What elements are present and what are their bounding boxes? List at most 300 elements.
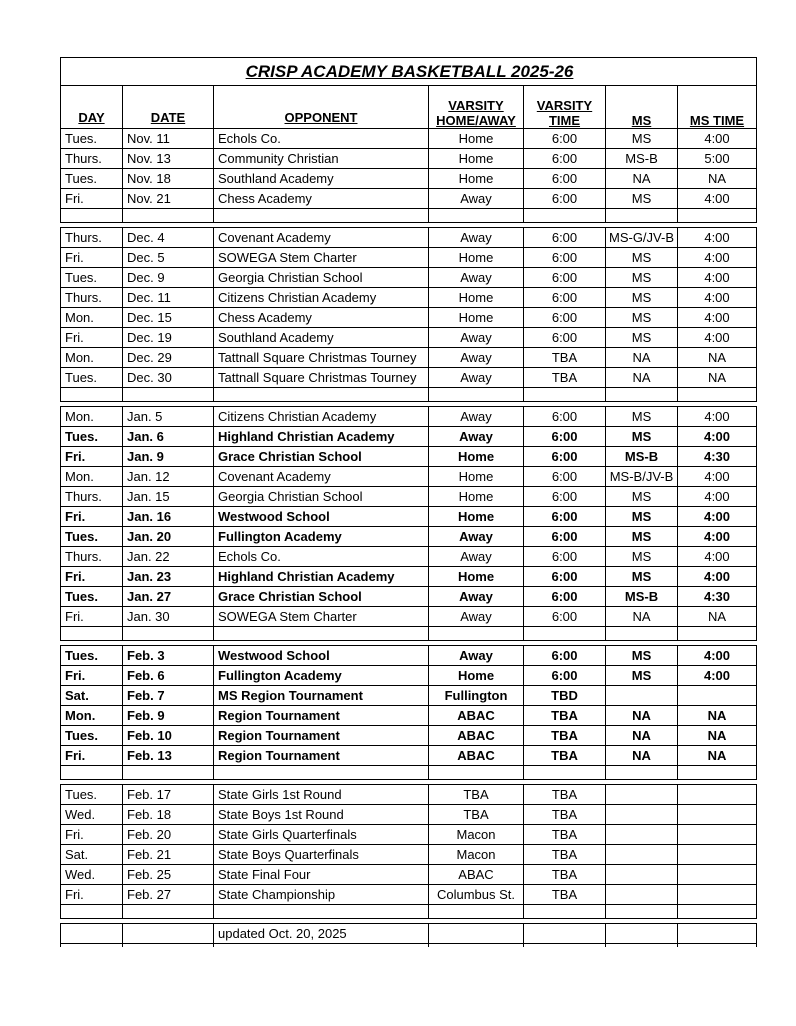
cell-home-away: Macon — [429, 825, 524, 845]
game-row — [61, 129, 757, 149]
cell-varsity-time: 6:00 — [524, 288, 606, 308]
page-title: CRISP ACADEMY BASKETBALL 2025-26 — [61, 58, 757, 86]
cell-day: Fri. — [61, 746, 123, 766]
game-row — [61, 268, 757, 288]
game-row — [61, 328, 757, 348]
cell-date: Jan. 6 — [123, 427, 214, 447]
cell-ms: NA — [606, 607, 678, 627]
cell-ms-time: 4:00 — [678, 666, 757, 686]
cell-opponent: Citizens Christian Academy — [214, 288, 429, 308]
cell-day: Tues. — [61, 169, 123, 189]
col-header-varsity-time: VARSITY TIME — [524, 86, 606, 129]
cell-ms-time: 4:00 — [678, 407, 757, 427]
cell-ms-time: 4:00 — [678, 527, 757, 547]
cell-date: Feb. 7 — [123, 686, 214, 706]
cell-ms-time: 4:00 — [678, 248, 757, 268]
cell-varsity-time: TBA — [524, 726, 606, 746]
cell-day: Tues. — [61, 368, 123, 388]
cell-ms: MS — [606, 547, 678, 567]
cell-ms-time: NA — [678, 726, 757, 746]
cell-date: Feb. 6 — [123, 666, 214, 686]
cell-day: Thurs. — [61, 228, 123, 248]
cell-opponent: Covenant Academy — [214, 228, 429, 248]
cell-opponent: State Girls Quarterfinals — [214, 825, 429, 845]
cell-day: Fri. — [61, 447, 123, 467]
game-row — [61, 447, 757, 467]
cell-date: Feb. 20 — [123, 825, 214, 845]
cell-day: Mon. — [61, 706, 123, 726]
cell-varsity-time: 6:00 — [524, 547, 606, 567]
cell-ms: NA — [606, 746, 678, 766]
cell-ms-time: 4:00 — [678, 427, 757, 447]
cell-day: Fri. — [61, 607, 123, 627]
cell-ms-time — [678, 865, 757, 885]
cell-opponent: Southland Academy — [214, 169, 429, 189]
cell-date: Jan. 20 — [123, 527, 214, 547]
cell-ms-time — [678, 845, 757, 865]
cell-ms-time: NA — [678, 607, 757, 627]
cell-ms: MS — [606, 189, 678, 209]
cell-opponent: State Boys 1st Round — [214, 805, 429, 825]
col-header-ms-time: MS TIME — [678, 86, 757, 129]
cell-opponent: SOWEGA Stem Charter — [214, 607, 429, 627]
cell-opponent: Grace Christian School — [214, 587, 429, 607]
cell-varsity-time: TBA — [524, 348, 606, 368]
game-row — [61, 308, 757, 328]
cell-ms-time — [678, 805, 757, 825]
cell-ms — [606, 885, 678, 905]
cell-varsity-time: TBA — [524, 845, 606, 865]
game-row — [61, 825, 757, 845]
cell-ms: MS — [606, 507, 678, 527]
cell-varsity-time: 6:00 — [524, 129, 606, 149]
cell-day: Sat. — [61, 686, 123, 706]
cell-varsity-time: 6:00 — [524, 527, 606, 547]
cell-day: Tues. — [61, 129, 123, 149]
cell-home-away: TBA — [429, 805, 524, 825]
cell-home-away: Away — [429, 427, 524, 447]
cell-opponent: State Girls 1st Round — [214, 785, 429, 805]
cell-ms-time — [678, 885, 757, 905]
cell-ms — [606, 686, 678, 706]
cell-home-away: Home — [429, 149, 524, 169]
cell-date: Jan. 9 — [123, 447, 214, 467]
spacer-row — [61, 209, 757, 223]
col-header-opponent: OPPONENT — [214, 86, 429, 129]
cell-date: Nov. 21 — [123, 189, 214, 209]
schedule-sheet — [60, 57, 756, 951]
cell-date: Jan. 5 — [123, 407, 214, 427]
cell-ms: NA — [606, 368, 678, 388]
cell-date: Jan. 27 — [123, 587, 214, 607]
cell-varsity-time: 6:00 — [524, 487, 606, 507]
cell-varsity-time: TBA — [524, 785, 606, 805]
title-row — [61, 58, 757, 86]
schedule-table-february — [60, 645, 757, 780]
cell-varsity-time: TBA — [524, 805, 606, 825]
cell-day: Tues. — [61, 427, 123, 447]
cell-varsity-time: 6:00 — [524, 407, 606, 427]
cell-ms-time: NA — [678, 348, 757, 368]
cell-opponent: State Championship — [214, 885, 429, 905]
cell-ms: MS — [606, 487, 678, 507]
cell-home-away: Home — [429, 487, 524, 507]
cell-opponent: Fullington Academy — [214, 666, 429, 686]
cell-ms: MS — [606, 646, 678, 666]
cell-opponent: Georgia Christian School — [214, 268, 429, 288]
cell-date: Dec. 30 — [123, 368, 214, 388]
cell-day: Fri. — [61, 666, 123, 686]
col-header-varsity-home-away: VARSITY HOME/AWAY — [429, 86, 524, 129]
cell-ms-time: 4:00 — [678, 189, 757, 209]
cell-ms — [606, 805, 678, 825]
cell-home-away: Away — [429, 607, 524, 627]
cell-varsity-time: 6:00 — [524, 587, 606, 607]
cell-opponent: State Boys Quarterfinals — [214, 845, 429, 865]
cell-ms: MS — [606, 328, 678, 348]
cell-opponent: Region Tournament — [214, 706, 429, 726]
game-row — [61, 149, 757, 169]
cell-day: Tues. — [61, 726, 123, 746]
schedule-table-state-playoffs — [60, 784, 757, 919]
cell-opponent: Highland Christian Academy — [214, 427, 429, 447]
cell-varsity-time: TBD — [524, 686, 606, 706]
cell-home-away: ABAC — [429, 865, 524, 885]
cell-varsity-time: 6:00 — [524, 447, 606, 467]
cell-date: Dec. 29 — [123, 348, 214, 368]
cell-ms: MS — [606, 666, 678, 686]
cell-ms: MS-G/JV-B — [606, 228, 678, 248]
cell-opponent: Echols Co. — [214, 129, 429, 149]
cell-opponent: Fullington Academy — [214, 527, 429, 547]
cell-ms-time: 4:30 — [678, 587, 757, 607]
cell-ms-time: 4:00 — [678, 567, 757, 587]
cell-home-away: TBA — [429, 785, 524, 805]
cell-home-away: ABAC — [429, 706, 524, 726]
game-row — [61, 726, 757, 746]
cell-home-away: Home — [429, 447, 524, 467]
cell-ms-time: NA — [678, 706, 757, 726]
cell-opponent: Southland Academy — [214, 328, 429, 348]
cell-varsity-time: 6:00 — [524, 149, 606, 169]
cell-opponent: Community Christian — [214, 149, 429, 169]
cell-day: Mon. — [61, 348, 123, 368]
cell-ms-time — [678, 686, 757, 706]
cell-varsity-time: 6:00 — [524, 268, 606, 288]
cell-ms-time: 4:00 — [678, 268, 757, 288]
cell-opponent: Region Tournament — [214, 726, 429, 746]
cell-ms — [606, 825, 678, 845]
cell-varsity-time: TBA — [524, 746, 606, 766]
cell-home-away: Away — [429, 328, 524, 348]
cell-day: Sat. — [61, 845, 123, 865]
cell-home-away: Home — [429, 129, 524, 149]
cell-varsity-time: TBA — [524, 865, 606, 885]
cell-ms — [606, 845, 678, 865]
game-row — [61, 547, 757, 567]
cell-ms: MS-B — [606, 149, 678, 169]
cell-date: Feb. 25 — [123, 865, 214, 885]
cell-varsity-time: 6:00 — [524, 666, 606, 686]
cell-date: Dec. 11 — [123, 288, 214, 308]
cell-opponent: updated Oct. 20, 2025 — [214, 924, 429, 944]
game-row — [61, 785, 757, 805]
cell-varsity-time: 6:00 — [524, 248, 606, 268]
cell-ms-time: 4:00 — [678, 288, 757, 308]
cell-varsity-time — [524, 924, 606, 944]
cell-ms: MS — [606, 248, 678, 268]
cell-ms: MS — [606, 407, 678, 427]
cell-varsity-time: 6:00 — [524, 169, 606, 189]
cell-ms — [606, 924, 678, 944]
cell-home-away: ABAC — [429, 726, 524, 746]
cell-day: Thurs. — [61, 547, 123, 567]
cell-ms — [606, 865, 678, 885]
game-row — [61, 507, 757, 527]
cell-day: Tues. — [61, 785, 123, 805]
cell-home-away: Away — [429, 587, 524, 607]
cell-varsity-time: 6:00 — [524, 427, 606, 447]
game-row — [61, 885, 757, 905]
game-row — [61, 368, 757, 388]
cell-ms-time: 4:00 — [678, 487, 757, 507]
cell-ms: MS — [606, 527, 678, 547]
cell-ms: MS — [606, 308, 678, 328]
game-row — [61, 228, 757, 248]
cell-ms-time: 4:00 — [678, 507, 757, 527]
cell-home-away: Home — [429, 169, 524, 189]
game-row — [61, 467, 757, 487]
game-row — [61, 646, 757, 666]
cell-home-away: Away — [429, 189, 524, 209]
spacer-row — [61, 766, 757, 780]
cell-date: Nov. 18 — [123, 169, 214, 189]
cell-date: Jan. 22 — [123, 547, 214, 567]
cell-ms-time: 5:00 — [678, 149, 757, 169]
cell-day: Tues. — [61, 587, 123, 607]
cell-opponent: Grace Christian School — [214, 447, 429, 467]
game-row — [61, 189, 757, 209]
cell-day: Tues. — [61, 268, 123, 288]
cell-home-away: Away — [429, 407, 524, 427]
spacer-row — [61, 388, 757, 402]
game-row — [61, 527, 757, 547]
cell-day: Wed. — [61, 865, 123, 885]
cell-varsity-time: TBA — [524, 885, 606, 905]
cell-date: Jan. 30 — [123, 607, 214, 627]
cell-date: Nov. 11 — [123, 129, 214, 149]
cell-home-away: Home — [429, 666, 524, 686]
schedule-table-footer — [60, 923, 757, 947]
col-header-day: DAY — [61, 86, 123, 129]
cell-ms: MS — [606, 268, 678, 288]
cell-opponent: Region Tournament — [214, 746, 429, 766]
cell-day: Thurs. — [61, 288, 123, 308]
cell-home-away: Home — [429, 248, 524, 268]
cell-varsity-time: 6:00 — [524, 646, 606, 666]
cell-day: Thurs. — [61, 149, 123, 169]
cell-opponent: Covenant Academy — [214, 467, 429, 487]
cell-day: Mon. — [61, 308, 123, 328]
game-row — [61, 169, 757, 189]
cell-ms: NA — [606, 726, 678, 746]
cell-ms-time: 4:00 — [678, 228, 757, 248]
cell-opponent: State Final Four — [214, 865, 429, 885]
cell-home-away: Fullington — [429, 686, 524, 706]
cell-opponent: MS Region Tournament — [214, 686, 429, 706]
game-row — [61, 924, 757, 944]
cell-opponent: Tattnall Square Christmas Tourney — [214, 368, 429, 388]
cell-opponent: Echols Co. — [214, 547, 429, 567]
cell-ms-time: 4:00 — [678, 646, 757, 666]
spacer-row — [61, 905, 757, 919]
cell-opponent: Highland Christian Academy — [214, 567, 429, 587]
col-header-ms: MS — [606, 86, 678, 129]
cell-date: Jan. 23 — [123, 567, 214, 587]
cell-opponent: Georgia Christian School — [214, 487, 429, 507]
schedule-blocks — [60, 227, 756, 947]
cell-day: Wed. — [61, 805, 123, 825]
cell-day: Tues. — [61, 527, 123, 547]
cell-varsity-time: 6:00 — [524, 467, 606, 487]
cell-ms-time: 4:00 — [678, 328, 757, 348]
cell-home-away: Macon — [429, 845, 524, 865]
cell-day: Fri. — [61, 328, 123, 348]
cell-date: Jan. 12 — [123, 467, 214, 487]
cell-date: Dec. 19 — [123, 328, 214, 348]
cell-date: Dec. 4 — [123, 228, 214, 248]
game-row — [61, 746, 757, 766]
cell-date: Nov. 13 — [123, 149, 214, 169]
cell-opponent: Westwood School — [214, 646, 429, 666]
cell-ms-time: NA — [678, 368, 757, 388]
game-row — [61, 607, 757, 627]
cell-opponent: Tattnall Square Christmas Tourney — [214, 348, 429, 368]
cell-home-away: Home — [429, 288, 524, 308]
cell-date: Feb. 13 — [123, 746, 214, 766]
cell-home-away: Home — [429, 308, 524, 328]
cell-day: Fri. — [61, 885, 123, 905]
schedule-table-january — [60, 406, 757, 641]
game-row — [61, 248, 757, 268]
cell-varsity-time: 6:00 — [524, 228, 606, 248]
cell-day: Tues. — [61, 646, 123, 666]
cell-ms — [606, 785, 678, 805]
cell-ms: MS — [606, 567, 678, 587]
cell-varsity-time: 6:00 — [524, 189, 606, 209]
cell-ms-time: 4:00 — [678, 129, 757, 149]
cell-ms: MS-B — [606, 447, 678, 467]
cell-ms-time — [678, 825, 757, 845]
spacer-row — [61, 627, 757, 641]
cell-varsity-time: 6:00 — [524, 567, 606, 587]
cell-opponent: Chess Academy — [214, 189, 429, 209]
cell-date: Dec. 9 — [123, 268, 214, 288]
game-row — [61, 288, 757, 308]
cell-home-away — [429, 924, 524, 944]
cell-home-away: Away — [429, 368, 524, 388]
cell-home-away: Away — [429, 547, 524, 567]
cell-ms-time — [678, 785, 757, 805]
cell-day: Fri. — [61, 248, 123, 268]
cell-day: Fri. — [61, 825, 123, 845]
game-row — [61, 686, 757, 706]
cell-date: Feb. 10 — [123, 726, 214, 746]
cell-home-away: Away — [429, 228, 524, 248]
cell-ms-time: 4:00 — [678, 467, 757, 487]
game-row — [61, 587, 757, 607]
cell-varsity-time: 6:00 — [524, 328, 606, 348]
header-row — [61, 86, 757, 129]
cell-varsity-time: TBA — [524, 706, 606, 726]
cell-day: Thurs. — [61, 487, 123, 507]
cell-date: Dec. 5 — [123, 248, 214, 268]
cell-ms: MS-B — [606, 587, 678, 607]
cell-home-away: Away — [429, 646, 524, 666]
cell-varsity-time: 6:00 — [524, 507, 606, 527]
cell-day: Mon. — [61, 467, 123, 487]
cell-ms: NA — [606, 169, 678, 189]
cell-ms: MS — [606, 288, 678, 308]
game-row — [61, 865, 757, 885]
cell-day: Mon. — [61, 407, 123, 427]
cell-date: Feb. 27 — [123, 885, 214, 905]
game-row — [61, 666, 757, 686]
col-header-date: DATE — [123, 86, 214, 129]
game-row — [61, 407, 757, 427]
cell-date: Feb. 17 — [123, 785, 214, 805]
cell-day — [61, 924, 123, 944]
cell-home-away: Home — [429, 507, 524, 527]
cell-date: Jan. 16 — [123, 507, 214, 527]
cell-home-away: Away — [429, 268, 524, 288]
cell-date: Feb. 21 — [123, 845, 214, 865]
cell-ms: MS-B/JV-B — [606, 467, 678, 487]
cell-opponent: Westwood School — [214, 507, 429, 527]
cell-varsity-time: TBA — [524, 825, 606, 845]
cell-home-away: Home — [429, 467, 524, 487]
cell-ms-time — [678, 924, 757, 944]
stub-row — [61, 944, 757, 948]
cell-home-away: Away — [429, 348, 524, 368]
game-row — [61, 805, 757, 825]
cell-home-away: ABAC — [429, 746, 524, 766]
cell-ms: NA — [606, 706, 678, 726]
cell-date: Jan. 15 — [123, 487, 214, 507]
cell-day: Fri. — [61, 189, 123, 209]
cell-date: Feb. 3 — [123, 646, 214, 666]
cell-ms: MS — [606, 427, 678, 447]
cell-ms-time: NA — [678, 169, 757, 189]
cell-ms-time: 4:30 — [678, 447, 757, 467]
cell-date: Feb. 18 — [123, 805, 214, 825]
cell-ms: NA — [606, 348, 678, 368]
schedule-table-november — [60, 57, 757, 223]
cell-opponent: Chess Academy — [214, 308, 429, 328]
cell-day: Fri. — [61, 567, 123, 587]
cell-date: Dec. 15 — [123, 308, 214, 328]
game-row — [61, 427, 757, 447]
game-row — [61, 845, 757, 865]
cell-varsity-time: 6:00 — [524, 308, 606, 328]
game-row — [61, 706, 757, 726]
cell-opponent: SOWEGA Stem Charter — [214, 248, 429, 268]
cell-ms-time: 4:00 — [678, 308, 757, 328]
game-row — [61, 348, 757, 368]
schedule-table-december — [60, 227, 757, 402]
cell-date: Feb. 9 — [123, 706, 214, 726]
cell-varsity-time: 6:00 — [524, 607, 606, 627]
